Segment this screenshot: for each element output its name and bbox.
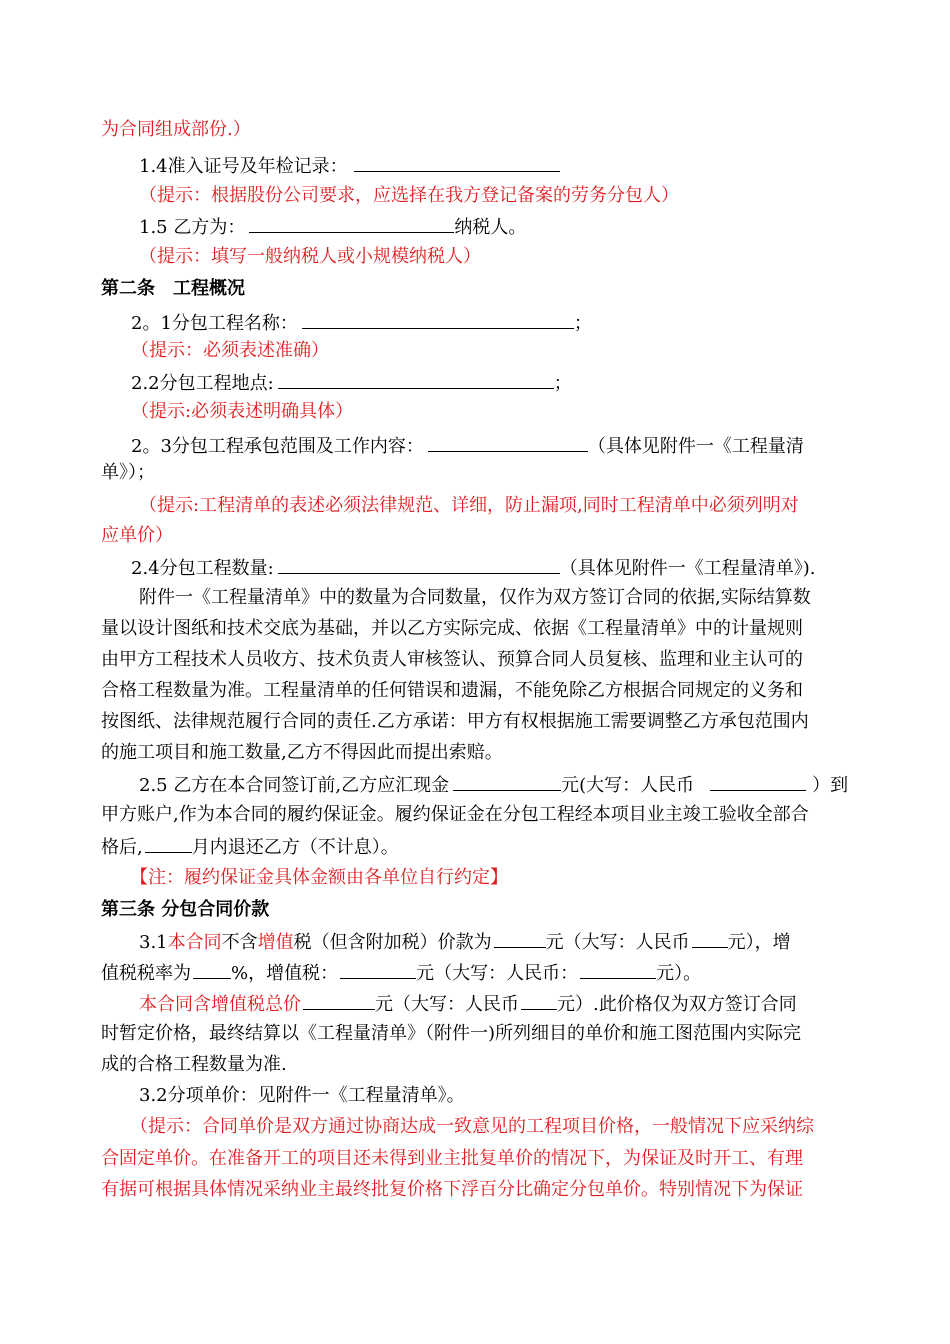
blank-field [278,370,554,389]
text-line: 2.2分包工程地点: ； [131,370,572,394]
hint-line: 合固定单价。在准备开工的项目还未得到业主批复单价的情况下，为保证及时开工、有理 [101,1148,803,1169]
text-line: 格后, 月内退还乙方（不计息）。 [101,834,399,858]
hint-line: （提示：填写一般纳税人或小规模纳税人） [139,246,481,267]
hint-line: （提示：必须表述准确） [131,340,329,361]
paragraph-line: 的施工项目和施工数量,乙方不得因此而提出索赔。 [101,742,503,763]
blank-field [193,960,231,979]
blank-field [428,433,588,452]
blank-field [710,772,806,791]
blank-field [278,555,560,574]
blank-field [494,929,546,948]
paragraph-line: 甲方账户,作为本合同的履约保证金。履约保证金在分包工程经本项目业主竣工验收全部合 [101,804,809,825]
blank-field [692,929,728,948]
paragraph-line: 量以设计图纸和技术交底为基础，并以乙方实际完成、依据《工程量清单》中的计量规则 [101,618,803,639]
note-line: 【注：履约保证金具体金额由各单位自行约定】 [130,867,508,888]
blank-field [521,991,557,1010]
paragraph-line: 成的合格工程数量为准. [101,1054,287,1075]
blank-field [453,772,561,791]
blank-field [145,834,192,853]
hint-line: 应单价） [101,525,173,546]
text-line: 为合同组成部份.） [101,119,251,140]
section-heading: 第三条 分包合同价款 [101,899,270,920]
text-line: 1.4准入证号及年检记录： [139,153,560,177]
text-line: 3.2分项单价：见附件一《工程量清单》。 [139,1085,465,1106]
text-line: 2.4分包工程数量: （具体见附件一《工程量清单》). [131,555,815,579]
hint-line: 有据可根据具体情况采纳业主最终批复价格下浮百分比确定分包单价。特别情况下为保证 [101,1179,803,1200]
text-line: 2。1分包工程名称： ； [131,310,592,334]
text-line: 单》）； [101,462,155,483]
blank-field [354,153,560,172]
hint-line: （提示：合同单价是双方通过协商达成一致意见的工程项目价格，一般情况下应采纳综 [130,1116,814,1137]
text-line: 1.5 乙方为： 纳税人。 [139,214,526,238]
blank-field [303,991,375,1010]
hint-line: （提示:工程清单的表述必须法律规范、详细，防止漏项,同时工程清单中必须列明对 [139,495,799,516]
text-line: 2。3分包工程承包范围及工作内容： （具体见附件一《工程量清 [131,433,804,457]
blank-field [302,310,574,329]
paragraph-line: 时暂定价格，最终结算以《工程量清单》（附件一)所列细目的单价和施工图范围内实际完 [101,1023,802,1044]
text-line: 本合同含增值税总价 元（大写：人民币 元）.此价格仅为双方签订合同 [139,991,797,1015]
text-line: 2.5 乙方在本合同签订前,乙方应汇现金 元(大写：人民币 ）到 [139,772,848,796]
hint-line: （提示:必须表述明确具体） [131,401,354,422]
section-heading: 第二条 工程概况 [101,278,245,299]
blank-field [249,214,454,233]
paragraph-line: 合格工程数量为准。工程量清单的任何错误和遗漏，不能免除乙方根据合同规定的义务和 [101,680,803,701]
paragraph-line: 由甲方工程技术人员收方、技术负责人审核签认、预算合同人员复核、监理和业主认可的 [101,649,803,670]
blank-field [340,960,416,979]
paragraph-line: 按图纸、法律规范履行合同的责任.乙方承诺：甲方有权根据施工需要调整乙方承包范围内 [101,711,809,732]
text-line: 3.1本合同不含增值税（但含附加税）价款为 元（大写：人民币 元），增 [139,929,791,953]
paragraph-line: 附件一《工程量清单》中的数量为合同数量，仅作为双方签订合同的依据,实际结算数 [139,587,811,608]
blank-field [580,960,656,979]
text-line: 值税税率为 %，增值税： 元（大写：人民币： 元）。 [101,960,701,984]
hint-line: （提示：根据股份公司要求，应选择在我方登记备案的劳务分包人） [139,185,679,206]
